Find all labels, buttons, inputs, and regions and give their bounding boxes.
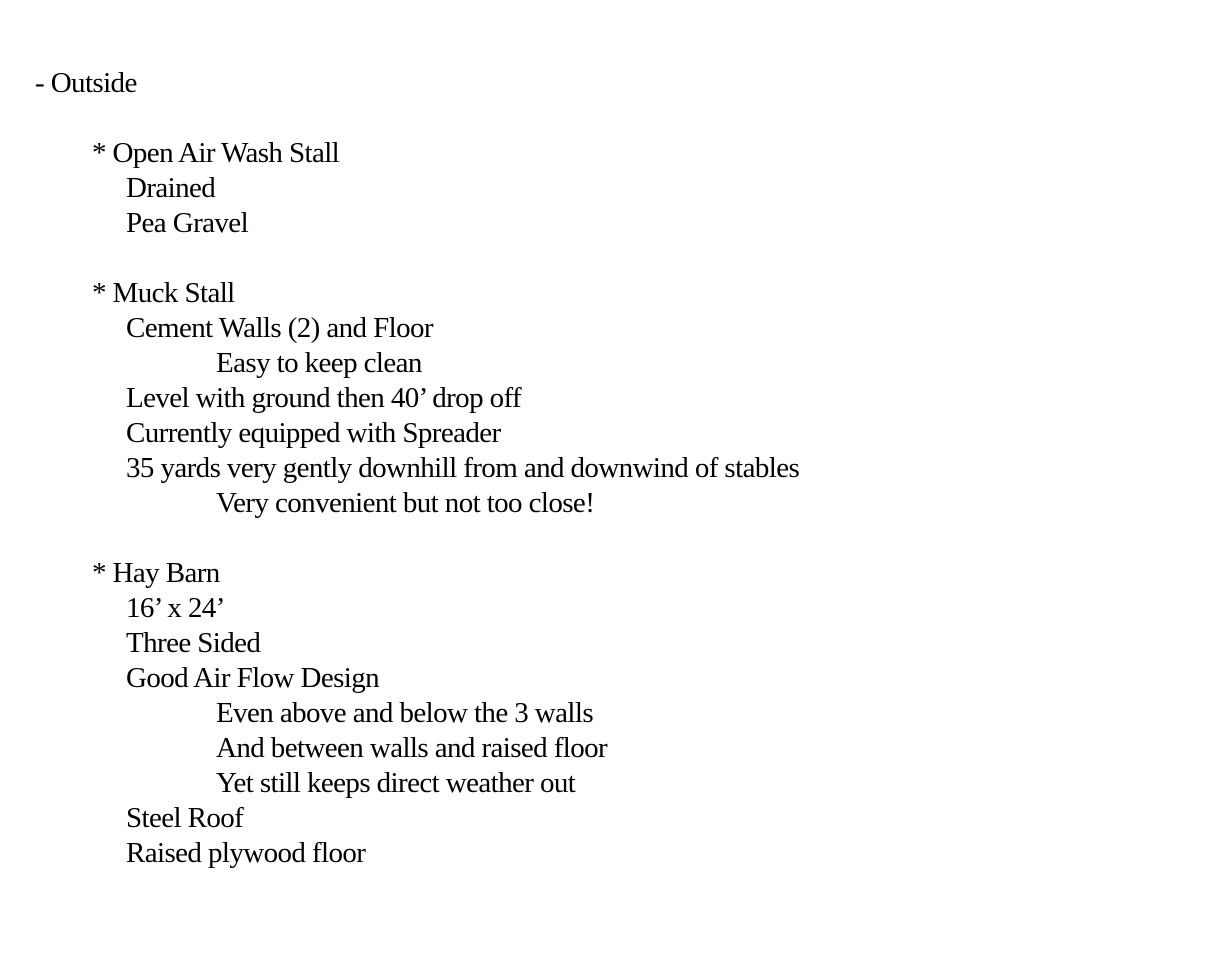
section-title-wash-stall: * Open Air Wash Stall [92, 137, 340, 169]
section-title-muck-stall: * Muck Stall [92, 277, 235, 309]
list-subitem: Easy to keep clean [216, 347, 422, 379]
section-title-hay-barn: * Hay Barn [92, 557, 220, 589]
list-subitem: And between walls and raised floor [216, 732, 608, 764]
list-item: Raised plywood floor [126, 837, 366, 869]
list-item: Currently equipped with Spreader [126, 417, 501, 449]
list-subitem: Yet still keeps direct weather out [216, 767, 576, 799]
list-subitem: Very convenient but not too close! [216, 487, 595, 519]
section-heading-outside: - Outside [35, 67, 137, 99]
list-item: Level with ground then 40’ drop off [126, 382, 522, 414]
list-subitem: Even above and below the 3 walls [216, 697, 594, 729]
list-item: Cement Walls (2) and Floor [126, 312, 433, 344]
list-item: 35 yards very gently downhill from and downwind of stables [126, 452, 800, 484]
list-item: Steel Roof [126, 802, 244, 834]
list-item: Pea Gravel [126, 207, 249, 239]
list-item: Good Air Flow Design [126, 662, 380, 694]
list-item: 16’ x 24’ [126, 592, 225, 624]
list-item: Three Sided [126, 627, 261, 659]
list-item: Drained [126, 172, 216, 204]
